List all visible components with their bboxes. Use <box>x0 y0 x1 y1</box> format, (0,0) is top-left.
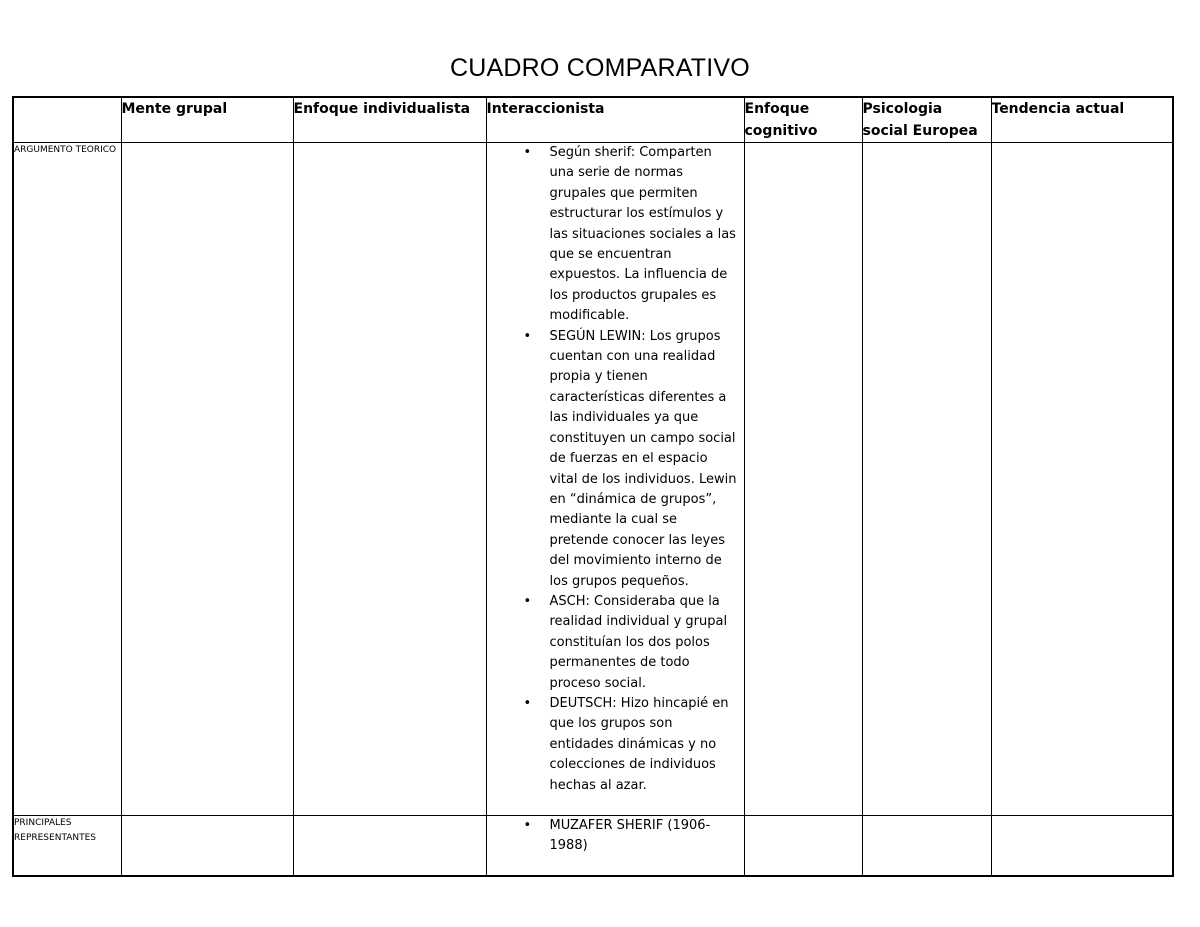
row-label-principales-representantes: PRINCIPALES REPRESENTANTES <box>13 816 121 877</box>
table-cell <box>121 143 293 816</box>
header-tendencia-actual: Tendencia actual <box>991 97 1173 143</box>
list-item-text: ASCH: Consideraba que la realidad individual y grupal constituían los dos polos permanentes de todo proceso social. <box>549 593 728 691</box>
header-enfoque-individualista: Enfoque individualista <box>293 97 486 143</box>
header-row <box>13 97 1173 143</box>
header-enfoque-cognitivo: Enfoque cognitivo <box>744 97 862 143</box>
table-cell-interaccionista <box>486 816 744 877</box>
table-cell <box>293 143 486 816</box>
list-item <box>487 143 744 327</box>
table-cell <box>744 143 862 816</box>
table-cell <box>744 816 862 877</box>
list-item-text: Según sherif: Comparten una serie de normas grupales que permiten estructurar los estímulos y las situaciones sociales a las que se encuentran expuestos. La influencia de los productos grupales es modificable. <box>549 145 736 324</box>
header-mente-grupal: Mente grupal <box>121 97 293 143</box>
table-row <box>13 143 1173 816</box>
row-label-argumento-teorico: ARGUMENTO TEORICO <box>13 143 121 816</box>
bullet-list <box>487 816 744 857</box>
table-cell <box>862 143 991 816</box>
list-item <box>487 592 744 694</box>
table-cell-interaccionista <box>486 143 744 816</box>
table-cell <box>862 816 991 877</box>
document-title: CUADRO COMPARATIVO <box>450 54 750 82</box>
bullet-icon: • <box>523 593 532 609</box>
table-cell <box>991 816 1173 877</box>
list-item-text: DEUTSCH: Hizo hincapié en que los grupos son entidades dinámicas y no colecciones de individuos hechas al azar. <box>549 695 729 793</box>
header-interaccionista: Interaccionista <box>486 97 744 143</box>
table-cell <box>293 816 486 877</box>
list-item <box>487 694 744 796</box>
bullet-icon: • <box>523 818 532 833</box>
list-item-text: MUZAFER SHERIF (1906-1988) <box>549 818 711 854</box>
bullet-list <box>487 143 744 796</box>
header-psicologia-social-europea: Psicologia social Europea <box>862 97 991 143</box>
bullet-icon: • <box>523 328 532 344</box>
bullet-icon: • <box>523 145 532 160</box>
bullet-icon: • <box>523 695 532 711</box>
comparison-table <box>12 96 1174 877</box>
table-cell <box>121 816 293 877</box>
header-cell-empty <box>13 97 121 143</box>
table-row <box>13 816 1173 877</box>
list-item <box>487 816 744 857</box>
list-item <box>487 327 744 592</box>
list-item-text: SEGÚN LEWIN: Los grupos cuentan con una realidad propia y tienen características diferentes a las individuales ya que constituyen un campo social de fuerzas en el espacio vital de los individuos. Lewin en “dinámica de grupos”, mediante la cual se pretende conocer las leyes del movimiento interno de los grupos pequeños. <box>549 328 737 589</box>
table-cell <box>991 143 1173 816</box>
